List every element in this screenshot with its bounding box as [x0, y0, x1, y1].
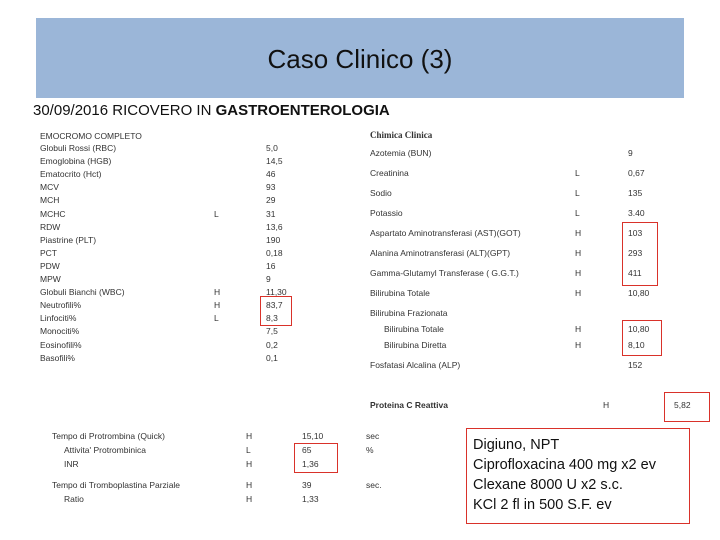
emocromo-test-name: Monociti%: [40, 326, 80, 337]
therapy-box: [466, 428, 690, 524]
emocromo-heading: EMOCROMO COMPLETO: [40, 131, 142, 141]
coag-value: 1,36: [302, 459, 319, 469]
emocromo-test-name: PCT: [40, 247, 57, 258]
admission-header: [33, 102, 390, 119]
emocromo-test-name: Globuli Bianchi (WBC): [40, 287, 125, 298]
therapy-line: Ciprofloxacina 400 mg x2 ev: [473, 457, 656, 473]
emocromo-value: 93: [266, 182, 276, 193]
coag-unit: %: [366, 445, 374, 455]
chimica-test-name: Sodio: [370, 188, 392, 198]
chimica-value: 135: [628, 188, 643, 198]
coag-flag: H: [246, 494, 253, 504]
coag-flag: H: [246, 431, 253, 441]
admission-department: GASTROENTEROLOGIA: [215, 102, 390, 119]
emocromo-flag: H: [214, 300, 221, 311]
coag-test-name: INR: [64, 459, 79, 469]
coag-test-name: Tempo di Protrombina (Quick): [52, 431, 165, 441]
pcr-test-name: Proteina C Reattiva: [370, 400, 448, 410]
emocromo-value: 16: [266, 260, 276, 271]
chimica-flag: H: [575, 268, 582, 278]
emocromo-value: 0,1: [266, 352, 278, 363]
emocromo-value: 46: [266, 169, 276, 180]
chimica-test-name: Creatinina: [370, 168, 409, 178]
emocromo-value: 83,7: [266, 300, 283, 311]
emocromo-test-name: Emoglobina (HGB): [40, 156, 112, 167]
coag-value: 15,10: [302, 431, 324, 441]
liver-enzymes-highlight: [622, 222, 658, 286]
chimica-flag: L: [575, 168, 580, 178]
therapy-line: KCl 2 fl in 500 S.F. ev: [473, 497, 612, 513]
coag-test-name: Ratio: [64, 494, 84, 504]
chimica-heading: Chimica Clinica: [370, 130, 433, 140]
chimica-test-name: Bilirubina Totale: [384, 324, 444, 334]
chimica-value: 152: [628, 360, 643, 370]
emocromo-test-name: Ematocrito (Hct): [40, 169, 102, 180]
chimica-flag: H: [575, 248, 582, 258]
emocromo-test-name: Basofili%: [40, 352, 75, 363]
emocromo-value: 11,30: [266, 287, 287, 298]
admission-date: 30/09/2016 RICOVERO IN: [33, 102, 216, 119]
coag-value: 39: [302, 480, 312, 490]
emocromo-test-name: Linfociti%: [40, 313, 77, 324]
emocromo-value: 0,2: [266, 339, 278, 350]
emocromo-value: 5,0: [266, 143, 278, 153]
emocromo-test-name: MPW: [40, 274, 61, 284]
emocromo-flag: H: [214, 287, 221, 298]
bilirubin-highlight: [622, 320, 662, 356]
coag-flag: H: [246, 480, 253, 490]
coag-flag: H: [246, 459, 253, 469]
emocromo-value: 7,5: [266, 326, 278, 337]
chimica-flag: H: [575, 340, 582, 350]
emocromo-test-name: Eosinofili%: [40, 339, 82, 350]
therapy-line: Clexane 8000 U x2 s.c.: [473, 477, 623, 493]
chimica-flag: H: [575, 324, 582, 334]
emocromo-value: 13,6: [266, 221, 283, 232]
chimica-test-name: Gamma-Glutamyl Transferase ( G.G.T.): [370, 268, 519, 278]
coag-test-name: Attivita' Protrombinica: [64, 445, 146, 455]
emocromo-test-name: MCV: [40, 182, 59, 193]
chimica-value: 10,80: [628, 324, 650, 334]
emocromo-flag: L: [214, 208, 219, 219]
coag-flag: L: [246, 445, 251, 455]
coag-test-name: Tempo di Tromboplastina Parziale: [52, 480, 181, 490]
emocromo-test-name: Piastrine (PLT): [40, 234, 97, 245]
chimica-test-name: Bilirubina Diretta: [384, 340, 447, 350]
emocromo-value: 190: [266, 234, 281, 245]
chimica-value: 9: [628, 148, 633, 158]
chimica-flag: L: [575, 188, 580, 198]
chimica-test-name: Aspartato Aminotransferasi (AST)(GOT): [370, 228, 521, 238]
chimica-value: 293: [628, 248, 643, 258]
chimica-value: 10,80: [628, 288, 650, 298]
chimica-test-name: Bilirubina Frazionata: [370, 308, 448, 318]
chimica-flag: H: [575, 288, 582, 298]
chimica-test-name: Fosfatasi Alcalina (ALP): [370, 360, 461, 370]
coag-value: 65: [302, 445, 312, 455]
chimica-flag: L: [575, 208, 580, 218]
chimica-value: 103: [628, 228, 643, 238]
coag-unit: sec: [366, 431, 380, 441]
pcr-value: 5,82: [674, 400, 691, 410]
emocromo-test-name: Globuli Rossi (RBC): [40, 143, 117, 153]
emocromo-test-name: RDW: [40, 221, 61, 232]
prothrombin-highlight: [294, 443, 338, 473]
wbc-neutrophil-highlight: [260, 296, 292, 326]
therapy-line: Digiuno, NPT: [473, 437, 560, 453]
slide-title: Caso Clinico (3): [267, 44, 453, 74]
chimica-test-name: Azotemia (BUN): [370, 148, 432, 158]
emocromo-test-name: Neutrofili%: [40, 300, 82, 311]
emocromo-value: 0,18: [266, 247, 283, 258]
chimica-test-name: Bilirubina Totale: [370, 288, 430, 298]
chimica-test-name: Potassio: [370, 208, 403, 218]
emocromo-flag: L: [214, 313, 219, 324]
emocromo-test-name: MCHC: [40, 208, 66, 219]
chimica-value: 0,67: [628, 168, 645, 178]
emocromo-value: 29: [266, 195, 276, 206]
pcr-highlight: [664, 392, 710, 422]
coag-value: 1,33: [302, 494, 319, 504]
chimica-value: 3.40: [628, 208, 645, 218]
chimica-flag: H: [575, 228, 582, 238]
emocromo-test-name: MCH: [40, 195, 60, 206]
coag-unit: sec.: [366, 480, 382, 490]
chimica-value: 411: [628, 268, 642, 278]
chimica-test-name: Alanina Aminotransferasi (ALT)(GPT): [370, 248, 511, 258]
chimica-value: 8,10: [628, 340, 645, 350]
emocromo-test-name: PDW: [40, 260, 60, 271]
pcr-flag: H: [603, 400, 610, 410]
emocromo-value: 31: [266, 208, 276, 219]
emocromo-value: 14,5: [266, 156, 283, 167]
emocromo-value: 9: [266, 274, 271, 284]
title-bar: [36, 18, 684, 98]
emocromo-value: 8,3: [266, 313, 278, 324]
